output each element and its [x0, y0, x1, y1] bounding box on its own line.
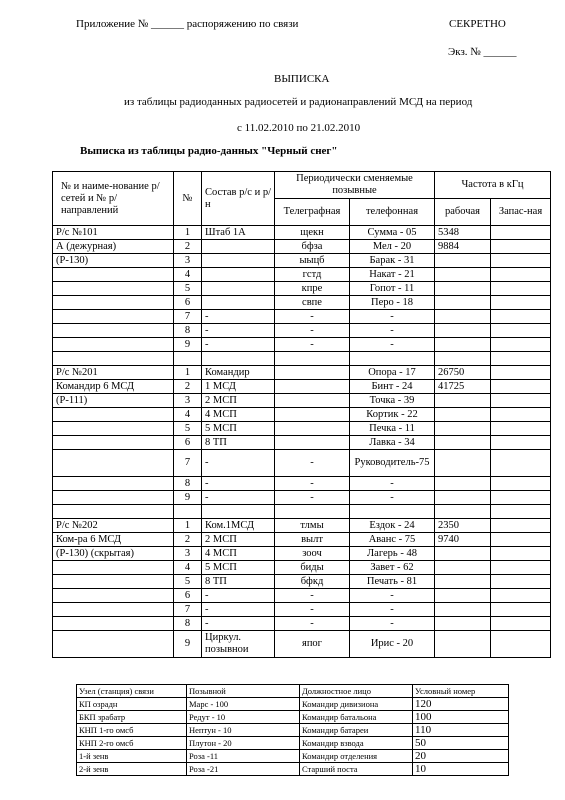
table-cell: - — [350, 589, 435, 603]
table-cell: 8 — [174, 617, 202, 631]
table-row — [53, 547, 551, 561]
comm-cell: Командир батальона — [300, 711, 413, 724]
table-cell: 5 — [174, 422, 202, 436]
table-cell: гстд — [275, 268, 350, 282]
table-cell — [491, 254, 551, 268]
table-cell: Печка - 11 — [350, 422, 435, 436]
table-row — [53, 240, 551, 254]
table-cell: - — [275, 338, 350, 352]
table-cell — [202, 282, 275, 296]
header-telegraph: Телеграфная — [275, 199, 350, 226]
table-cell: Печать - 81 — [350, 575, 435, 589]
table-cell: - — [350, 491, 435, 505]
table-cell — [53, 491, 174, 505]
table-cell: Р/с №201 — [53, 366, 174, 380]
table-row — [53, 282, 551, 296]
table-cell: 6 — [174, 436, 202, 450]
comm-cell: Плутон - 20 — [187, 737, 300, 750]
table-cell — [491, 533, 551, 547]
table-cell — [435, 547, 491, 561]
table-cell — [174, 352, 202, 366]
table-cell: - — [275, 310, 350, 324]
table-cell — [491, 408, 551, 422]
document-title: ВЫПИСКА — [274, 73, 330, 85]
table-cell: 2350 — [435, 519, 491, 533]
comm-cell: Роза -21 — [187, 763, 300, 776]
table-cell — [53, 324, 174, 338]
table-cell — [491, 491, 551, 505]
table-cell — [53, 631, 174, 658]
table-cell: Точка - 39 — [350, 394, 435, 408]
table-cell: кпре — [275, 282, 350, 296]
table-row — [53, 631, 551, 658]
document-title-line2: из таблицы радиоданных радиосетей и радионаправлений МСД на период — [124, 96, 473, 108]
table-cell — [350, 505, 435, 519]
table-cell — [435, 603, 491, 617]
table-cell: - — [202, 450, 275, 477]
table-cell — [435, 296, 491, 310]
table-cell: 5 — [174, 575, 202, 589]
comm-header-official: Должностное лицо — [300, 685, 413, 698]
table-row — [53, 589, 551, 603]
table-cell — [53, 268, 174, 282]
table-cell: 7 — [174, 603, 202, 617]
table-cell: - — [275, 491, 350, 505]
table-cell — [435, 254, 491, 268]
comm-cell: Командир отделения — [300, 750, 413, 763]
comm-cell: Старший поста — [300, 763, 413, 776]
table-cell — [435, 575, 491, 589]
table-cell: Руководитель-75 — [350, 450, 435, 477]
table-cell — [53, 561, 174, 575]
table-cell — [491, 338, 551, 352]
comm-header-number: Условный номер — [413, 685, 509, 698]
table-cell: Лагерь - 48 — [350, 547, 435, 561]
table-row — [53, 422, 551, 436]
table-cell: Штаб 1А — [202, 226, 275, 240]
table-cell: - — [350, 310, 435, 324]
table-cell — [275, 394, 350, 408]
table-cell: 2 — [174, 240, 202, 254]
table-cell: 1 МСД — [202, 380, 275, 394]
table-cell — [202, 505, 275, 519]
comm-cell: 110 — [413, 724, 509, 737]
table-cell: - — [350, 603, 435, 617]
table-cell: 6 — [174, 589, 202, 603]
table-cell: 7 — [174, 310, 202, 324]
table-cell: 6 — [174, 296, 202, 310]
table-cell: 4 — [174, 561, 202, 575]
comm-cell: 50 — [413, 737, 509, 750]
table-cell: Мел - 20 — [350, 240, 435, 254]
table-cell — [435, 477, 491, 491]
table-cell — [435, 631, 491, 658]
table-cell — [491, 450, 551, 477]
table-cell: 5 МСП — [202, 561, 275, 575]
table-cell — [275, 505, 350, 519]
table-cell: 8 — [174, 477, 202, 491]
table-cell: - — [202, 603, 275, 617]
table-cell — [435, 450, 491, 477]
table-cell — [53, 450, 174, 477]
table-cell: щекн — [275, 226, 350, 240]
table-cell: 1 — [174, 366, 202, 380]
comm-row — [77, 737, 509, 750]
table-row — [53, 575, 551, 589]
table-cell — [435, 617, 491, 631]
table-cell: 9 — [174, 338, 202, 352]
table-row — [53, 617, 551, 631]
table-cell: вылт — [275, 533, 350, 547]
table-cell: 41725 — [435, 380, 491, 394]
table-cell — [491, 589, 551, 603]
table-cell — [491, 394, 551, 408]
header-frequency: Частота в кГц — [435, 172, 551, 199]
table-cell — [435, 338, 491, 352]
table-cell: - — [275, 589, 350, 603]
table-cell — [53, 575, 174, 589]
comm-cell: Редут - 10 — [187, 711, 300, 724]
table-cell: япог — [275, 631, 350, 658]
table-cell: Командир — [202, 366, 275, 380]
comm-cell: 1-й зенв — [77, 750, 187, 763]
table-cell — [435, 422, 491, 436]
table-cell — [275, 422, 350, 436]
table-cell — [53, 310, 174, 324]
header-phone: телефонная — [350, 199, 435, 226]
table-cell — [491, 561, 551, 575]
table-row — [53, 366, 551, 380]
table-cell — [202, 254, 275, 268]
table-cell: Ездок - 24 — [350, 519, 435, 533]
table-cell: Завет - 62 — [350, 561, 435, 575]
comm-nodes-table — [76, 684, 509, 776]
table-row — [53, 519, 551, 533]
table-cell — [491, 505, 551, 519]
table-row — [53, 226, 551, 240]
table-cell: Опора - 17 — [350, 366, 435, 380]
table-cell: - — [275, 603, 350, 617]
table-cell: А (дежурная) — [53, 240, 174, 254]
table-cell — [435, 282, 491, 296]
table-cell — [435, 589, 491, 603]
table-cell — [491, 436, 551, 450]
comm-cell: 2-й зенв — [77, 763, 187, 776]
table-cell: 3 — [174, 394, 202, 408]
table-row — [53, 408, 551, 422]
table-cell: 2 — [174, 533, 202, 547]
table-cell — [53, 422, 174, 436]
table-cell — [53, 477, 174, 491]
table-cell — [275, 436, 350, 450]
table-cell: 5348 — [435, 226, 491, 240]
table-cell — [491, 324, 551, 338]
table-cell: 2 — [174, 380, 202, 394]
secret-label: СЕКРЕТНО — [449, 18, 506, 30]
table-cell — [435, 505, 491, 519]
table-cell: Накат - 21 — [350, 268, 435, 282]
comm-header-callsign: Позывной — [187, 685, 300, 698]
table-cell — [491, 617, 551, 631]
table-cell: 8 — [174, 324, 202, 338]
table-cell: Ком.1МСД — [202, 519, 275, 533]
table-cell: 5 МСП — [202, 422, 275, 436]
table-row — [53, 296, 551, 310]
table-cell — [435, 394, 491, 408]
table-cell: Командир 6 МСД — [53, 380, 174, 394]
table-cell: 8 ТП — [202, 436, 275, 450]
table-cell: - — [350, 477, 435, 491]
table-cell: (Р-130) (скрытая) — [53, 547, 174, 561]
table-cell: Гопот - 11 — [350, 282, 435, 296]
table-cell — [53, 296, 174, 310]
table-header-row — [53, 172, 551, 199]
comm-row — [77, 750, 509, 763]
table-cell: 4 — [174, 268, 202, 282]
table-cell: ыыцб — [275, 254, 350, 268]
table-cell — [491, 603, 551, 617]
table-cell: Сумма - 05 — [350, 226, 435, 240]
table-row — [53, 352, 551, 366]
comm-cell: КНП 1-го омсб — [77, 724, 187, 737]
comm-cell: БКП зрабатр — [77, 711, 187, 724]
comm-header-row — [77, 685, 509, 698]
table-cell: Лавка - 34 — [350, 436, 435, 450]
table-cell: 7 — [174, 450, 202, 477]
table-cell — [435, 561, 491, 575]
table-cell — [174, 505, 202, 519]
radio-data-table — [52, 171, 551, 658]
comm-row — [77, 763, 509, 776]
table-subtitle: Выписка из таблицы радио-данных "Черный снег" — [80, 145, 338, 157]
comm-cell: Командир батареи — [300, 724, 413, 737]
table-cell: 9 — [174, 631, 202, 658]
table-cell: - — [350, 324, 435, 338]
table-cell — [491, 268, 551, 282]
table-cell — [491, 226, 551, 240]
table-cell — [275, 352, 350, 366]
comm-cell: Командир дивизиона — [300, 698, 413, 711]
table-cell: 3 — [174, 254, 202, 268]
table-cell: свпе — [275, 296, 350, 310]
table-cell — [53, 589, 174, 603]
table-cell — [275, 408, 350, 422]
table-cell: бфкд — [275, 575, 350, 589]
table-cell: - — [350, 338, 435, 352]
table-cell — [491, 240, 551, 254]
table-cell: - — [275, 324, 350, 338]
table-cell: - — [275, 450, 350, 477]
table-cell: 9 — [174, 491, 202, 505]
table-cell — [53, 282, 174, 296]
table-cell: 8 ТП — [202, 575, 275, 589]
table-cell: - — [350, 617, 435, 631]
table-cell — [53, 352, 174, 366]
table-row — [53, 394, 551, 408]
table-cell — [491, 366, 551, 380]
table-cell: - — [202, 477, 275, 491]
comm-cell: 20 — [413, 750, 509, 763]
table-row — [53, 533, 551, 547]
table-cell: 2 МСП — [202, 533, 275, 547]
header-network: № и наиме-нование р/сетей и № р/направлений — [53, 172, 174, 226]
table-cell — [491, 477, 551, 491]
table-cell — [53, 408, 174, 422]
table-cell: - — [202, 589, 275, 603]
table-cell: биды — [275, 561, 350, 575]
table-cell — [435, 408, 491, 422]
table-cell: 4 — [174, 408, 202, 422]
table-cell — [491, 631, 551, 658]
table-row — [53, 324, 551, 338]
table-cell: 2 МСП — [202, 394, 275, 408]
table-cell — [491, 575, 551, 589]
comm-cell: Марс - 100 — [187, 698, 300, 711]
table-cell: 9884 — [435, 240, 491, 254]
table-row — [53, 268, 551, 282]
table-cell: - — [275, 617, 350, 631]
table-cell — [53, 617, 174, 631]
table-row — [53, 436, 551, 450]
table-row — [53, 380, 551, 394]
table-cell — [53, 338, 174, 352]
table-cell — [202, 268, 275, 282]
comm-cell: Командир взвода — [300, 737, 413, 750]
table-cell: 1 — [174, 519, 202, 533]
table-cell: 9740 — [435, 533, 491, 547]
comm-cell: Нептун - 10 — [187, 724, 300, 737]
table-cell — [53, 505, 174, 519]
table-cell — [275, 366, 350, 380]
table-cell — [350, 352, 435, 366]
table-cell — [53, 436, 174, 450]
table-cell — [491, 380, 551, 394]
table-cell: зооч — [275, 547, 350, 561]
table-cell: - — [202, 338, 275, 352]
header-reserve: Запас-ная — [491, 199, 551, 226]
table-cell — [491, 282, 551, 296]
table-cell — [491, 352, 551, 366]
table-cell: - — [202, 491, 275, 505]
table-cell: - — [202, 310, 275, 324]
table-cell — [435, 436, 491, 450]
table-cell: Перо - 18 — [350, 296, 435, 310]
comm-row — [77, 724, 509, 737]
comm-cell: 120 — [413, 698, 509, 711]
table-cell: бфза — [275, 240, 350, 254]
table-row — [53, 477, 551, 491]
header-working: рабочая — [435, 199, 491, 226]
table-cell: 4 МСП — [202, 547, 275, 561]
table-cell: 5 — [174, 282, 202, 296]
table-row — [53, 491, 551, 505]
comm-cell: 10 — [413, 763, 509, 776]
header-callsigns: Периодически сменяемые позывные — [275, 172, 435, 199]
table-cell — [491, 310, 551, 324]
header-number: № — [174, 172, 202, 226]
appendix-line: Приложение № ______ распоряжению по связи — [76, 18, 299, 30]
comm-cell: КП озрадн — [77, 698, 187, 711]
copy-number: Экз. № ______ — [448, 46, 517, 58]
header-composition: Состав р/с и р/н — [202, 172, 275, 226]
table-cell — [202, 240, 275, 254]
table-cell: Циркул. позывнои — [202, 631, 275, 658]
table-cell: Ком-ра 6 МСД — [53, 533, 174, 547]
table-cell: (Р-130) — [53, 254, 174, 268]
table-cell: Аванс - 75 — [350, 533, 435, 547]
table-cell: Барак - 31 — [350, 254, 435, 268]
table-cell — [435, 310, 491, 324]
table-cell: - — [202, 324, 275, 338]
table-cell: 3 — [174, 547, 202, 561]
table-cell — [491, 422, 551, 436]
comm-row — [77, 711, 509, 724]
table-cell — [491, 547, 551, 561]
table-cell — [275, 380, 350, 394]
table-cell — [53, 603, 174, 617]
comm-cell: Роза -11 — [187, 750, 300, 763]
table-cell — [491, 296, 551, 310]
table-row — [53, 561, 551, 575]
table-row — [53, 505, 551, 519]
table-cell: - — [202, 617, 275, 631]
table-cell: тлмы — [275, 519, 350, 533]
table-cell: - — [275, 477, 350, 491]
table-cell: (Р-111) — [53, 394, 174, 408]
table-cell — [202, 352, 275, 366]
table-row — [53, 254, 551, 268]
table-cell — [435, 324, 491, 338]
table-cell — [435, 268, 491, 282]
table-cell: Ирис - 20 — [350, 631, 435, 658]
table-cell: 1 — [174, 226, 202, 240]
table-cell — [435, 491, 491, 505]
comm-row — [77, 698, 509, 711]
table-cell: Бинт - 24 — [350, 380, 435, 394]
table-row — [53, 310, 551, 324]
table-cell: Р/с №101 — [53, 226, 174, 240]
table-cell — [435, 352, 491, 366]
comm-cell: 100 — [413, 711, 509, 724]
table-row — [53, 338, 551, 352]
table-row — [53, 603, 551, 617]
comm-cell: КНП 2-го омсб — [77, 737, 187, 750]
table-cell: Кортик - 22 — [350, 408, 435, 422]
table-cell: 4 МСП — [202, 408, 275, 422]
comm-header-node: Узел (станция) связи — [77, 685, 187, 698]
table-cell — [491, 519, 551, 533]
table-cell: Р/с №202 — [53, 519, 174, 533]
table-cell: 26750 — [435, 366, 491, 380]
document-period: с 11.02.2010 по 21.02.2010 — [237, 122, 361, 134]
table-cell — [202, 296, 275, 310]
table-row — [53, 450, 551, 477]
